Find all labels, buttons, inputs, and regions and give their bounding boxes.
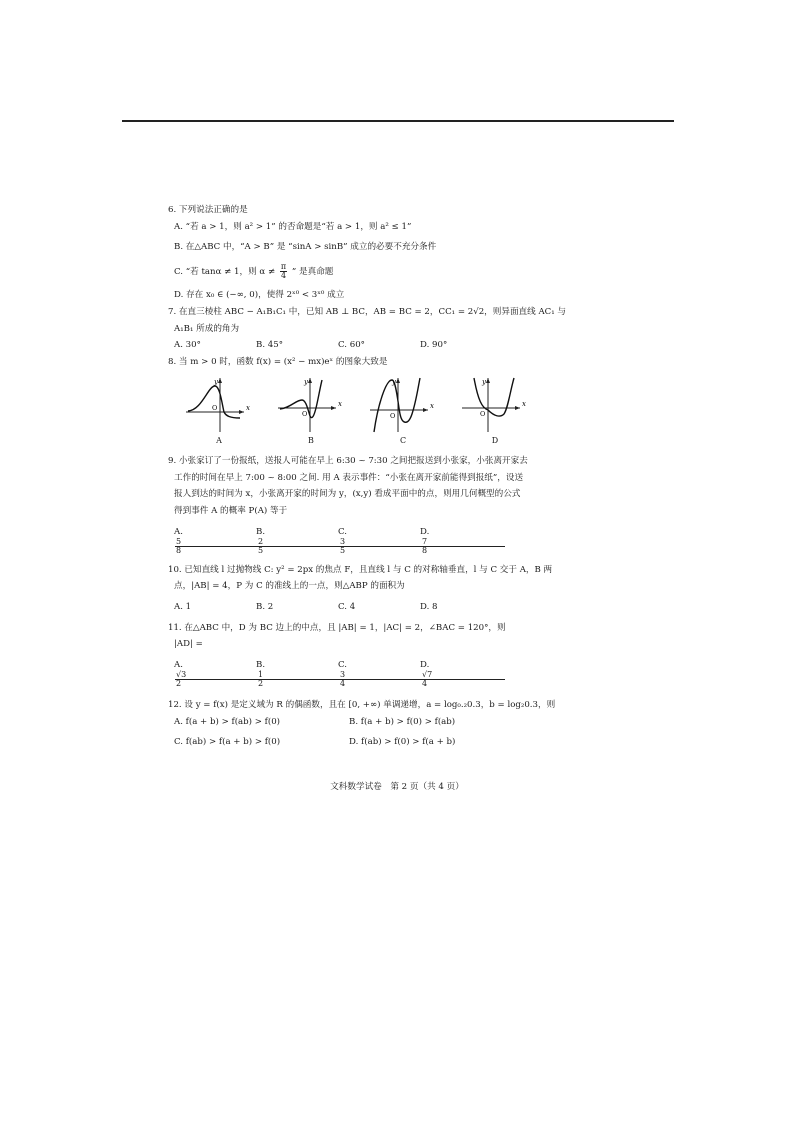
q12-stem: 12. 设 y = f(x) 是定义域为 R 的偶函数，且在 [0, +∞) 单调递增，a = log₀.₂0.3，b = log₂0.3，则 (168, 699, 556, 710)
q9-option-b-num: 2 (257, 538, 341, 547)
q11-line-1: 11. 在△ABC 中，D 为 BC 边上的中点，且 |AB| = 1，|AC| = 2，∠BAC = 120°，则 (168, 622, 506, 633)
q8-graph-b-origin: O (302, 409, 308, 418)
q8-graph-d (460, 374, 552, 446)
q6-option-c-num: π (280, 262, 287, 272)
q10-option-b: B. 2 (256, 602, 274, 613)
q9-options (168, 527, 618, 555)
q8-graph-a-x: x (246, 403, 250, 412)
q9-option-d-num: 7 (421, 538, 505, 547)
q11-option-c-fraction (340, 671, 422, 688)
q9-option-b-fraction (258, 538, 340, 555)
q9-line-4: 得到事件 A 的概率 P(A) 等于 (174, 506, 288, 517)
question-list (168, 205, 618, 748)
q12-options-row-1 (168, 717, 618, 728)
q10-option-a: A. 1 (174, 602, 192, 613)
q6-option-c-post: ” 是真命题 (291, 267, 334, 278)
q8-graph-b-label: B (308, 435, 314, 445)
q11-option-b (256, 660, 338, 688)
q6-option-c-pre: C. “若 tanα ≠ 1，则 α ≠ (174, 267, 276, 278)
q8-graphs (168, 374, 618, 446)
q9-option-c (338, 527, 420, 555)
q9-option-a-den: 8 (176, 545, 182, 555)
q8-stem: 8. 当 m > 0 时，函数 f(x) = (x² − mx)eˣ 的图象大致是 (168, 357, 388, 368)
q11-option-a-fraction (176, 671, 258, 688)
q11-option-c-num: 3 (339, 671, 423, 680)
q9-option-d-label: D. (420, 526, 430, 537)
q6-option-d: D. 存在 x₀ ∈ (−∞, 0)，使得 2ˣ⁰ < 3ˣ⁰ 成立 (174, 290, 345, 301)
q11-option-d-label: D. (420, 660, 430, 671)
q11-option-a-num: √3 (175, 671, 259, 680)
q11-option-a-label: A. (174, 660, 183, 671)
q11-option-c-label: C. (338, 660, 348, 671)
q9-line-3: 报人到达的时间为 x，小张离开家的时间为 y，(x,y) 看成平面中的点，则用几何概型的公式 (174, 489, 521, 500)
q11-option-b-label: B. (256, 660, 266, 671)
q9-option-d-fraction (422, 538, 504, 555)
page-footer: 文科数学试卷 第 2 页（共 4 页） (330, 782, 464, 792)
q12-options-row-2 (168, 737, 618, 748)
q8-graph-a (184, 374, 276, 446)
q9-option-d-den: 8 (422, 545, 428, 555)
q9-option-c-num: 3 (339, 538, 423, 547)
q8-graph-c (368, 374, 460, 446)
q10-line-2: 点，|AB| = 4，P 为 C 的准线上的一点，则△ABP 的面积为 (174, 581, 405, 592)
q12-option-a: A. f(a + b) > f(ab) > f(0) (174, 716, 281, 727)
q7-option-c: C. 60° (338, 340, 365, 351)
q8-graph-c-label: C (399, 435, 407, 445)
q9-line-2: 工作的时间在早上 7:00 ~ 8:00 之间. 用 A 表示事件：“小张在离开家前能得到报纸”，设送 (174, 472, 524, 483)
q9-option-c-fraction (340, 538, 422, 555)
q8-graph-a-label: A (216, 435, 222, 445)
q11-option-a-den: 2 (176, 678, 182, 688)
q9-option-a-fraction (176, 538, 258, 555)
q12-option-b: B. f(a + b) > f(0) > f(ab) (349, 716, 456, 727)
q11-option-a (174, 660, 256, 688)
q11-option-c-den: 4 (340, 678, 346, 688)
q11-option-c (338, 660, 420, 688)
q9-option-a-label: A. (174, 526, 183, 537)
q10-option-c: C. 4 (338, 602, 356, 613)
q7-options (168, 340, 618, 351)
q8-graph-d-x: x (522, 399, 526, 408)
q7-stem-2: A₁B₁ 所成的角为 (174, 323, 240, 334)
q10-line-1: 10. 已知直线 l 过抛物线 C: y² = 2px 的焦点 F，且直线 l 与 C 的对称轴垂直，l 与 C 交于 A，B 两 (168, 564, 553, 575)
q7-option-a: A. 30° (174, 340, 201, 351)
q10-options (168, 602, 618, 613)
q9-option-d (420, 527, 502, 555)
q7-option-b: B. 45° (256, 340, 284, 351)
q10-option-d: D. 8 (420, 602, 438, 613)
q9-line-1: 9. 小张家订了一份报纸，送报人可能在早上 6:30 ~ 7:30 之间把报送到小张家，小张离开家去 (168, 455, 528, 466)
q9-option-a-num: 5 (175, 538, 259, 547)
q8-graph-b (276, 374, 368, 446)
q11-options (168, 660, 618, 688)
q9-option-a (174, 527, 256, 555)
q9-option-b-den: 5 (258, 545, 264, 555)
q6-option-b: B. 在△ABC 中，“A > B” 是 “sinA > sinB” 成立的必要不充分条件 (174, 242, 437, 253)
q12-option-c: C. f(ab) > f(a + b) > f(0) (174, 737, 281, 748)
top-rule (122, 120, 674, 122)
q9-option-c-den: 5 (340, 545, 346, 555)
q11-option-b-den: 2 (258, 678, 264, 688)
q11-option-d-fraction (422, 671, 504, 688)
q9-option-b (256, 527, 338, 555)
q8-graph-b-x: x (338, 399, 342, 408)
q6-option-c-fraction (280, 263, 287, 280)
q7-option-d: D. 90° (420, 340, 448, 351)
q11-line-2: |AD| = (174, 639, 203, 650)
q8-graph-b-y: y (304, 377, 308, 386)
q6-option-c (168, 263, 618, 280)
q8-graph-a-origin: O (212, 403, 218, 412)
q8-graph-c-y: y (392, 377, 396, 386)
q8-graph-d-label: D (491, 435, 499, 445)
q11-option-d-den: 4 (422, 678, 428, 688)
q8-graph-a-y: y (214, 377, 218, 386)
q8-graph-c-origin: O (390, 411, 396, 420)
q6-option-a: A. “若 a > 1，则 a² > 1” 的否命题是“若 a > 1，则 a² ≤ 1” (174, 221, 412, 232)
q9-option-b-label: B. (256, 526, 266, 537)
q9-option-c-label: C. (338, 526, 348, 537)
q8-graph-c-x: x (430, 401, 434, 410)
q6-stem: 6. 下列说法正确的是 (168, 205, 248, 215)
q12-option-d: D. f(ab) > f(0) > f(a + b) (349, 737, 456, 748)
q8-graph-d-origin: O (480, 409, 486, 418)
q8-graph-d-y: y (482, 377, 486, 386)
q6-option-c-den: 4 (280, 271, 287, 281)
q11-option-d (420, 660, 502, 688)
q7-stem: 7. 在直三棱柱 ABC − A₁B₁C₁ 中，已知 AB ⊥ BC，AB = BC = 2，CC₁ = 2√2，则异面直线 AC₁ 与 (168, 306, 567, 317)
q11-option-b-num: 1 (257, 671, 341, 680)
q11-option-b-fraction (258, 671, 340, 688)
q11-option-d-num: √7 (421, 671, 505, 680)
